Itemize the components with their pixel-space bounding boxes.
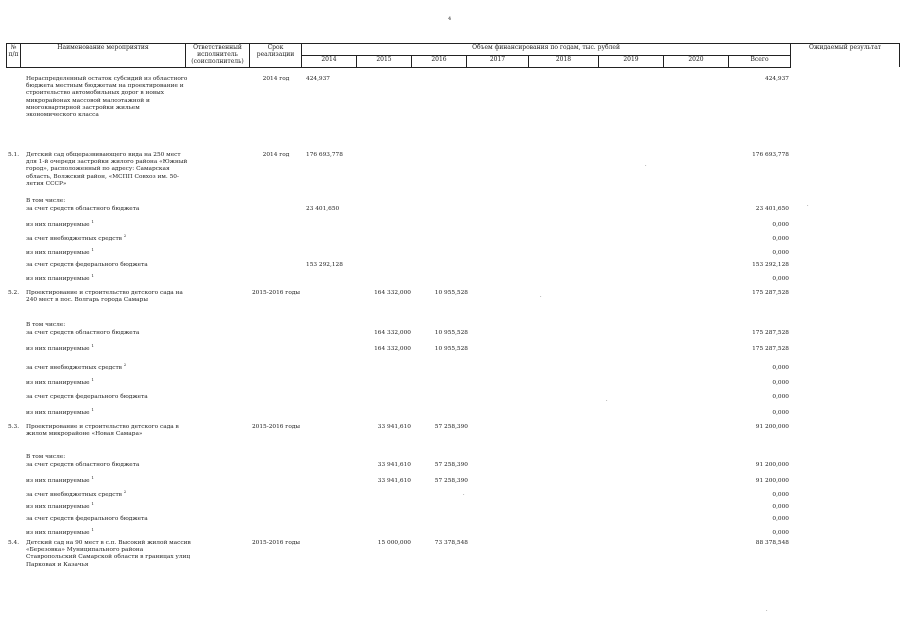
row-total: 91 200,000 bbox=[755, 478, 789, 484]
header-year: 2018 bbox=[529, 55, 599, 67]
row-number: 5.1. bbox=[8, 152, 20, 158]
row-term: 2015-2016 годы bbox=[251, 424, 301, 430]
table-header bbox=[6, 43, 900, 68]
row-name: из них планируемые $^1$ bbox=[26, 343, 94, 352]
scan-speck: · bbox=[645, 163, 647, 169]
footnote-marker: 1 bbox=[91, 475, 94, 481]
row-name: из них планируемые $^1$ bbox=[26, 377, 94, 386]
row-total: 153 292,128 bbox=[752, 262, 789, 268]
row-name: Детский сад общеразвивающего вида на 250 мест для 1-й очереди застройки жилого района «Южный город», расположенный по адресу: Самарская область, Волжский район, «МСПП Совхоз им. 50-летия СССР» bbox=[26, 152, 188, 187]
row-name: за счет средств областного бюджета bbox=[26, 330, 140, 336]
row-number: 5.2. bbox=[8, 290, 20, 296]
row-total: 0,000 bbox=[772, 504, 789, 510]
row-name: за счет средств областного бюджета bbox=[26, 462, 140, 468]
row-total: 0,000 bbox=[772, 250, 789, 256]
scan-speck: · bbox=[606, 398, 608, 404]
scan-speck: · bbox=[463, 492, 465, 498]
row-total: 424,937 bbox=[765, 76, 789, 82]
row-name: В том числе: bbox=[26, 454, 66, 460]
row-total: 0,000 bbox=[772, 236, 789, 242]
row-name: из них планируемые $^1$ bbox=[26, 407, 94, 416]
row-value-2016: 10 955,528 bbox=[434, 330, 468, 336]
header-year: 2019 bbox=[599, 55, 664, 67]
row-total: 0,000 bbox=[772, 222, 789, 228]
row-total: 91 200,000 bbox=[755, 462, 789, 468]
row-term: 2014 год bbox=[262, 152, 290, 158]
row-name: Проектирование и строительство детского сада на 240 мест в пос. Волгарь города Самары bbox=[26, 290, 183, 304]
row-total: 176 693,778 bbox=[752, 152, 789, 158]
row-total: 88 378,548 bbox=[755, 540, 789, 546]
footnote-marker: 1 bbox=[91, 273, 94, 279]
scan-speck: · bbox=[540, 294, 542, 300]
row-total: 0,000 bbox=[772, 276, 789, 282]
row-value-2015: 33 941,610 bbox=[377, 478, 411, 484]
row-total: 0,000 bbox=[772, 410, 789, 416]
row-total: 91 200,000 bbox=[755, 424, 789, 430]
row-name: из них планируемые $^1$ bbox=[26, 273, 94, 282]
header-financing: Объем финансирования по годам, тыс. рублей bbox=[302, 44, 791, 56]
row-term: 2014 год bbox=[262, 76, 290, 82]
footnote-marker: 1 bbox=[91, 343, 94, 349]
footnote-marker: 2 bbox=[123, 362, 127, 368]
row-total: 23 401,650 bbox=[755, 206, 789, 212]
footnote-marker: 1 bbox=[91, 219, 94, 225]
row-name: за счет внебюджетных средств $^2$ bbox=[26, 362, 127, 371]
header-executor: Ответственный исполнитель (соисполнитель) bbox=[186, 44, 250, 68]
row-value-2015: 164 332,000 bbox=[374, 290, 411, 296]
header-year-total: Всего bbox=[729, 55, 791, 67]
row-value-2015: 164 332,000 bbox=[374, 346, 411, 352]
footnote-marker: 1 bbox=[91, 527, 94, 533]
row-name: из них планируемые $^1$ bbox=[26, 527, 94, 536]
row-term: 2015-2016 годы bbox=[251, 540, 301, 546]
header-year: 2017 bbox=[467, 55, 529, 67]
footnote-marker: 1 bbox=[91, 377, 94, 383]
row-value-2014: 153 292,128 bbox=[306, 262, 343, 268]
row-name: из них планируемые $^1$ bbox=[26, 475, 94, 484]
row-name: за счет внебюджетных средств $^2$ bbox=[26, 489, 127, 498]
footnote-marker: 2 bbox=[123, 489, 127, 495]
header-year: 2016 bbox=[412, 55, 467, 67]
row-name: за счет средств федерального бюджета bbox=[26, 262, 148, 268]
row-number: 5.3. bbox=[8, 424, 20, 430]
row-name: Проектирование и строительство детского сада в жилом микрорайоне «Новая Самара» bbox=[26, 424, 179, 438]
scan-speck: · bbox=[766, 608, 768, 614]
row-value-2014: 176 693,778 bbox=[306, 152, 343, 158]
page-number: 4 bbox=[448, 16, 452, 22]
row-total: 175 287,528 bbox=[752, 346, 789, 352]
row-name: за счет средств федерального бюджета bbox=[26, 394, 148, 400]
row-total: 0,000 bbox=[772, 516, 789, 522]
header-year: 2020 bbox=[664, 55, 729, 67]
row-total: 0,000 bbox=[772, 492, 789, 498]
row-name: В том числе: bbox=[26, 322, 66, 328]
header-term: Срок реализации bbox=[250, 44, 302, 68]
row-name: Детский сад на 90 мест в с.п. Высокий жилой массив «Березовка» Муниципального района Ставропольский Самарской области в границах улиц Парковая и Казачья bbox=[26, 540, 191, 568]
row-name: за счет внебюджетных средств $^2$ bbox=[26, 233, 127, 242]
header-year: 2014 bbox=[302, 55, 357, 67]
row-value-2014: 424,937 bbox=[306, 76, 330, 82]
row-name: В том числе: bbox=[26, 198, 66, 204]
row-total: 0,000 bbox=[772, 394, 789, 400]
footnote-marker: 1 bbox=[91, 407, 94, 413]
row-value-2016: 10 955,528 bbox=[434, 346, 468, 352]
row-value-2016: 10 955,528 bbox=[434, 290, 468, 296]
row-value-2015: 33 941,610 bbox=[377, 424, 411, 430]
row-value-2014: 23 401,650 bbox=[306, 206, 340, 212]
row-value-2016: 73 378,548 bbox=[434, 540, 468, 546]
row-total: 0,000 bbox=[772, 380, 789, 386]
footnote-marker: 1 bbox=[91, 247, 94, 253]
header-year: 2015 bbox=[357, 55, 412, 67]
footnote-marker: 1 bbox=[91, 501, 94, 507]
row-value-2015: 33 941,610 bbox=[377, 462, 411, 468]
footnote-marker: 2 bbox=[123, 233, 127, 239]
row-value-2016: 57 258,390 bbox=[434, 478, 468, 484]
row-name: из них планируемые $^1$ bbox=[26, 247, 94, 256]
header-name: Наименование мероприятия bbox=[21, 44, 186, 68]
row-value-2015: 164 332,000 bbox=[374, 330, 411, 336]
row-value-2016: 57 258,390 bbox=[434, 424, 468, 430]
header-result: Ожидаемый результат bbox=[791, 44, 900, 68]
row-name: из них планируемые $^1$ bbox=[26, 501, 94, 510]
row-name: за счет средств областного бюджета bbox=[26, 206, 140, 212]
row-number: 5.4. bbox=[8, 540, 20, 546]
row-term: 2015-2016 годы bbox=[251, 290, 301, 296]
row-total: 0,000 bbox=[772, 530, 789, 536]
header-num: № п/п bbox=[7, 44, 21, 68]
row-total: 175 287,528 bbox=[752, 330, 789, 336]
row-name: из них планируемые $^1$ bbox=[26, 219, 94, 228]
row-total: 175 287,528 bbox=[752, 290, 789, 296]
row-name: за счет средств федерального бюджета bbox=[26, 516, 148, 522]
row-name: Нераспределенный остаток субсидий из областного бюджета местным бюджетам на проектирование и строительство автомобильных дорог в новых микрорайонах массовой малоэтажной и многоквартирной застройки жильем экономического класса bbox=[26, 76, 188, 119]
row-total: 0,000 bbox=[772, 365, 789, 371]
row-value-2016: 57 258,390 bbox=[434, 462, 468, 468]
row-value-2015: 15 000,000 bbox=[377, 540, 411, 546]
scan-speck: · bbox=[807, 203, 809, 209]
